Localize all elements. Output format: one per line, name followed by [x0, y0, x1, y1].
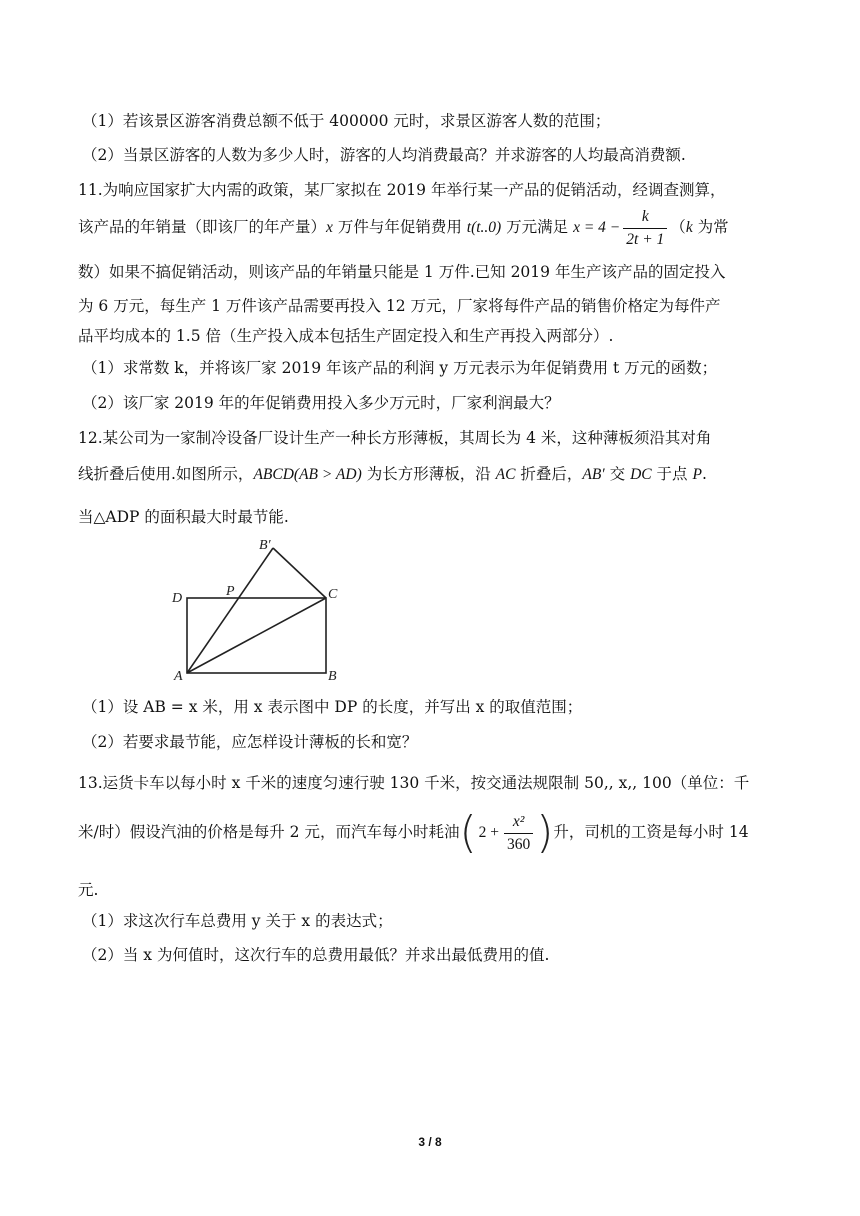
label-c: C	[328, 587, 338, 602]
diagonal-ac	[187, 598, 326, 673]
q11-line5: 品平均成本的 1.5 倍（生产投入成本包括生产固定投入和生产再投入两部分）.	[78, 327, 614, 345]
label-p: P	[226, 584, 235, 599]
q13-formula: ( 2 + $\frac{\text{x²}}{360}$ )	[459, 807, 554, 858]
q11-line4: 为 6 万元，每生产 1 万件该产品需要再投入 12 万元，厂家将每件产品的销售价格定为每件产	[78, 297, 721, 315]
line-b-prime-c	[273, 548, 326, 598]
q13-part2: （2）当 x 为何值时，这次行车的总费用最低？并求出最低费用的值.	[82, 946, 550, 964]
q10-part2: （2）当景区游客的人数为多少人时，游客的人均消费最高？并求游客的人均最高消费额.	[82, 146, 686, 164]
q12-figure	[160, 532, 360, 684]
line-ab-prime	[187, 548, 273, 673]
q11-condition: (t..0)	[471, 219, 502, 236]
q13-part1: （1）求这次行车总费用 y 关于 x 的表达式；	[82, 912, 393, 930]
label-a: A	[174, 669, 183, 684]
q12-part1: （1）设 AB = x 米，用 x 表示图中 DP 的长度，并写出 x 的取值范围；	[82, 698, 583, 716]
q11-line1: 11.为响应国家扩大内需的政策，某厂家拟在 2019 年举行某一产品的促销活动，经调查测算，	[78, 181, 726, 199]
label-b: B	[328, 669, 337, 684]
q12-part2: （2）若要求最节能，应怎样设计薄板的长和宽？	[82, 733, 418, 751]
q13-line3: 元.	[78, 881, 99, 899]
page-number: 3 / 8	[418, 1135, 442, 1149]
label-d: D	[172, 591, 183, 606]
q13-line2: 米/时）假设汽油的价格是每升 2 元，而汽车每小时耗油 ( 2 + $\frac{\text{x²}}{360}$ ) 升，司机的工资是每小时 14	[78, 807, 749, 858]
q12-line2: 线折叠后使用.如图所示，ABCD(AB > AD) 为长方形薄板，沿 AC 折叠后，AB′ 交 DC 于点 P.	[78, 465, 707, 483]
q13-line1: 13.运货卡车以每小时 x 千米的速度匀速行驶 130 千米，按交通法规限制 50,, x,, 100（单位：千	[78, 774, 750, 792]
q11-line3: 数）如果不搞促销活动，则该产品的年销量只能是 1 万件.已知 2019 年生产该产品的固定投入	[78, 263, 726, 281]
q12-line3: 当△ADP 的面积最大时最节能.	[78, 508, 289, 526]
label-b-prime: B′	[259, 538, 271, 553]
q11-line2: 该产品的年销量（即该厂的年产量）x 万件与年促销费用 t(t..0) 万元满足 x = 4 − $\frac{k}{2t + 1}$ （k 为常	[78, 205, 729, 251]
q11-part1: （1）求常数 k，并将该厂家 2019 年该产品的利润 y 万元表示为年促销费用 t 万元的函数；	[82, 359, 718, 377]
q11-fraction: $\frac{k}{2t + 1}$	[623, 206, 667, 251]
q10-part1: （1）若该景区游客消费总额不低于 400000 元时，求景区游客人数的范围；	[82, 112, 611, 130]
q12-line1: 12.某公司为一家制冷设备厂设计生产一种长方形薄板，其周长为 4 米，这种薄板须沿其对角	[78, 429, 712, 447]
q11-formula-lhs: x = 4 −	[573, 219, 621, 236]
q11-part2: （2）该厂家 2019 年的年促销费用投入多少万元时，厂家利润最大？	[82, 394, 560, 412]
